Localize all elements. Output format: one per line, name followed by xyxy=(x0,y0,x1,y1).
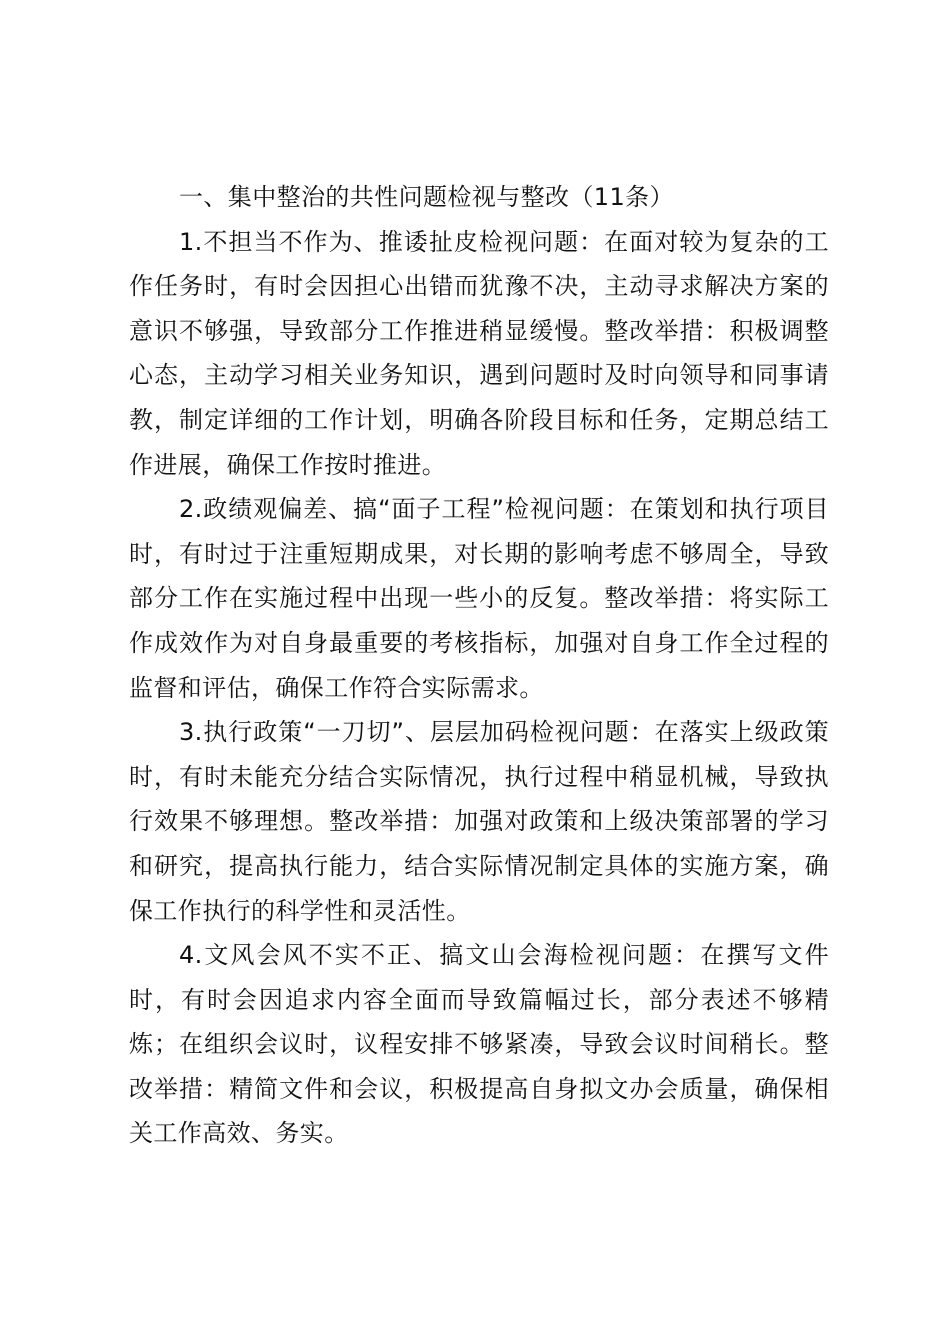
paragraph-item-2: 2.政绩观偏差、搞“面子工程”检视问题：在策划和执行项目时，有时过于注重短期成果，对长期的影响考虑不够周全，导致部分工作在实施过程中出现一些小的反复。整改举措：将实际工作成效作为对自身最重要的考核指标，加强对自身工作全过程的监督和评估，确保工作符合实际需求。 xyxy=(129,495,829,702)
section-heading: 一、集中整治的共性问题检视与整改（11条） xyxy=(179,183,674,211)
paragraph-item-3: 3.执行政策“一刀切”、层层加码检视问题：在落实上级政策时，有时未能充分结合实际情况，执行过程中稍显机械，导致执行效果不够理想。整改举措：加强对政策和上级决策部署的学习和研究，提高执行能力，结合实际情况制定具体的实施方案，确保工作执行的科学性和灵活性。 xyxy=(129,718,829,925)
paragraph-item-4: 4.文风会风不实不正、搞文山会海检视问题：在撰写文件时，有时会因追求内容全面而导致篇幅过长，部分表述不够精炼；在组织会议时，议程安排不够紧凑，导致会议时间稍长。整改举措：精简文件和会议，积极提高自身拟文办会质量，确保相关工作高效、务实。 xyxy=(129,941,829,1148)
paragraph-item-1: 1.不担当不作为、推诿扯皮检视问题：在面对较为复杂的工作任务时，有时会因担心出错而犹豫不决，主动寻求解决方案的意识不够强，导致部分工作推进稍显缓慢。整改举措：积极调整心态，主动学习相关业务知识，遇到问题时及时向领导和同事请教，制定详细的工作计划，明确各阶段目标和任务，定期总结工作进展，确保工作按时推进。 xyxy=(129,227,829,479)
document-page xyxy=(129,175,829,1156)
